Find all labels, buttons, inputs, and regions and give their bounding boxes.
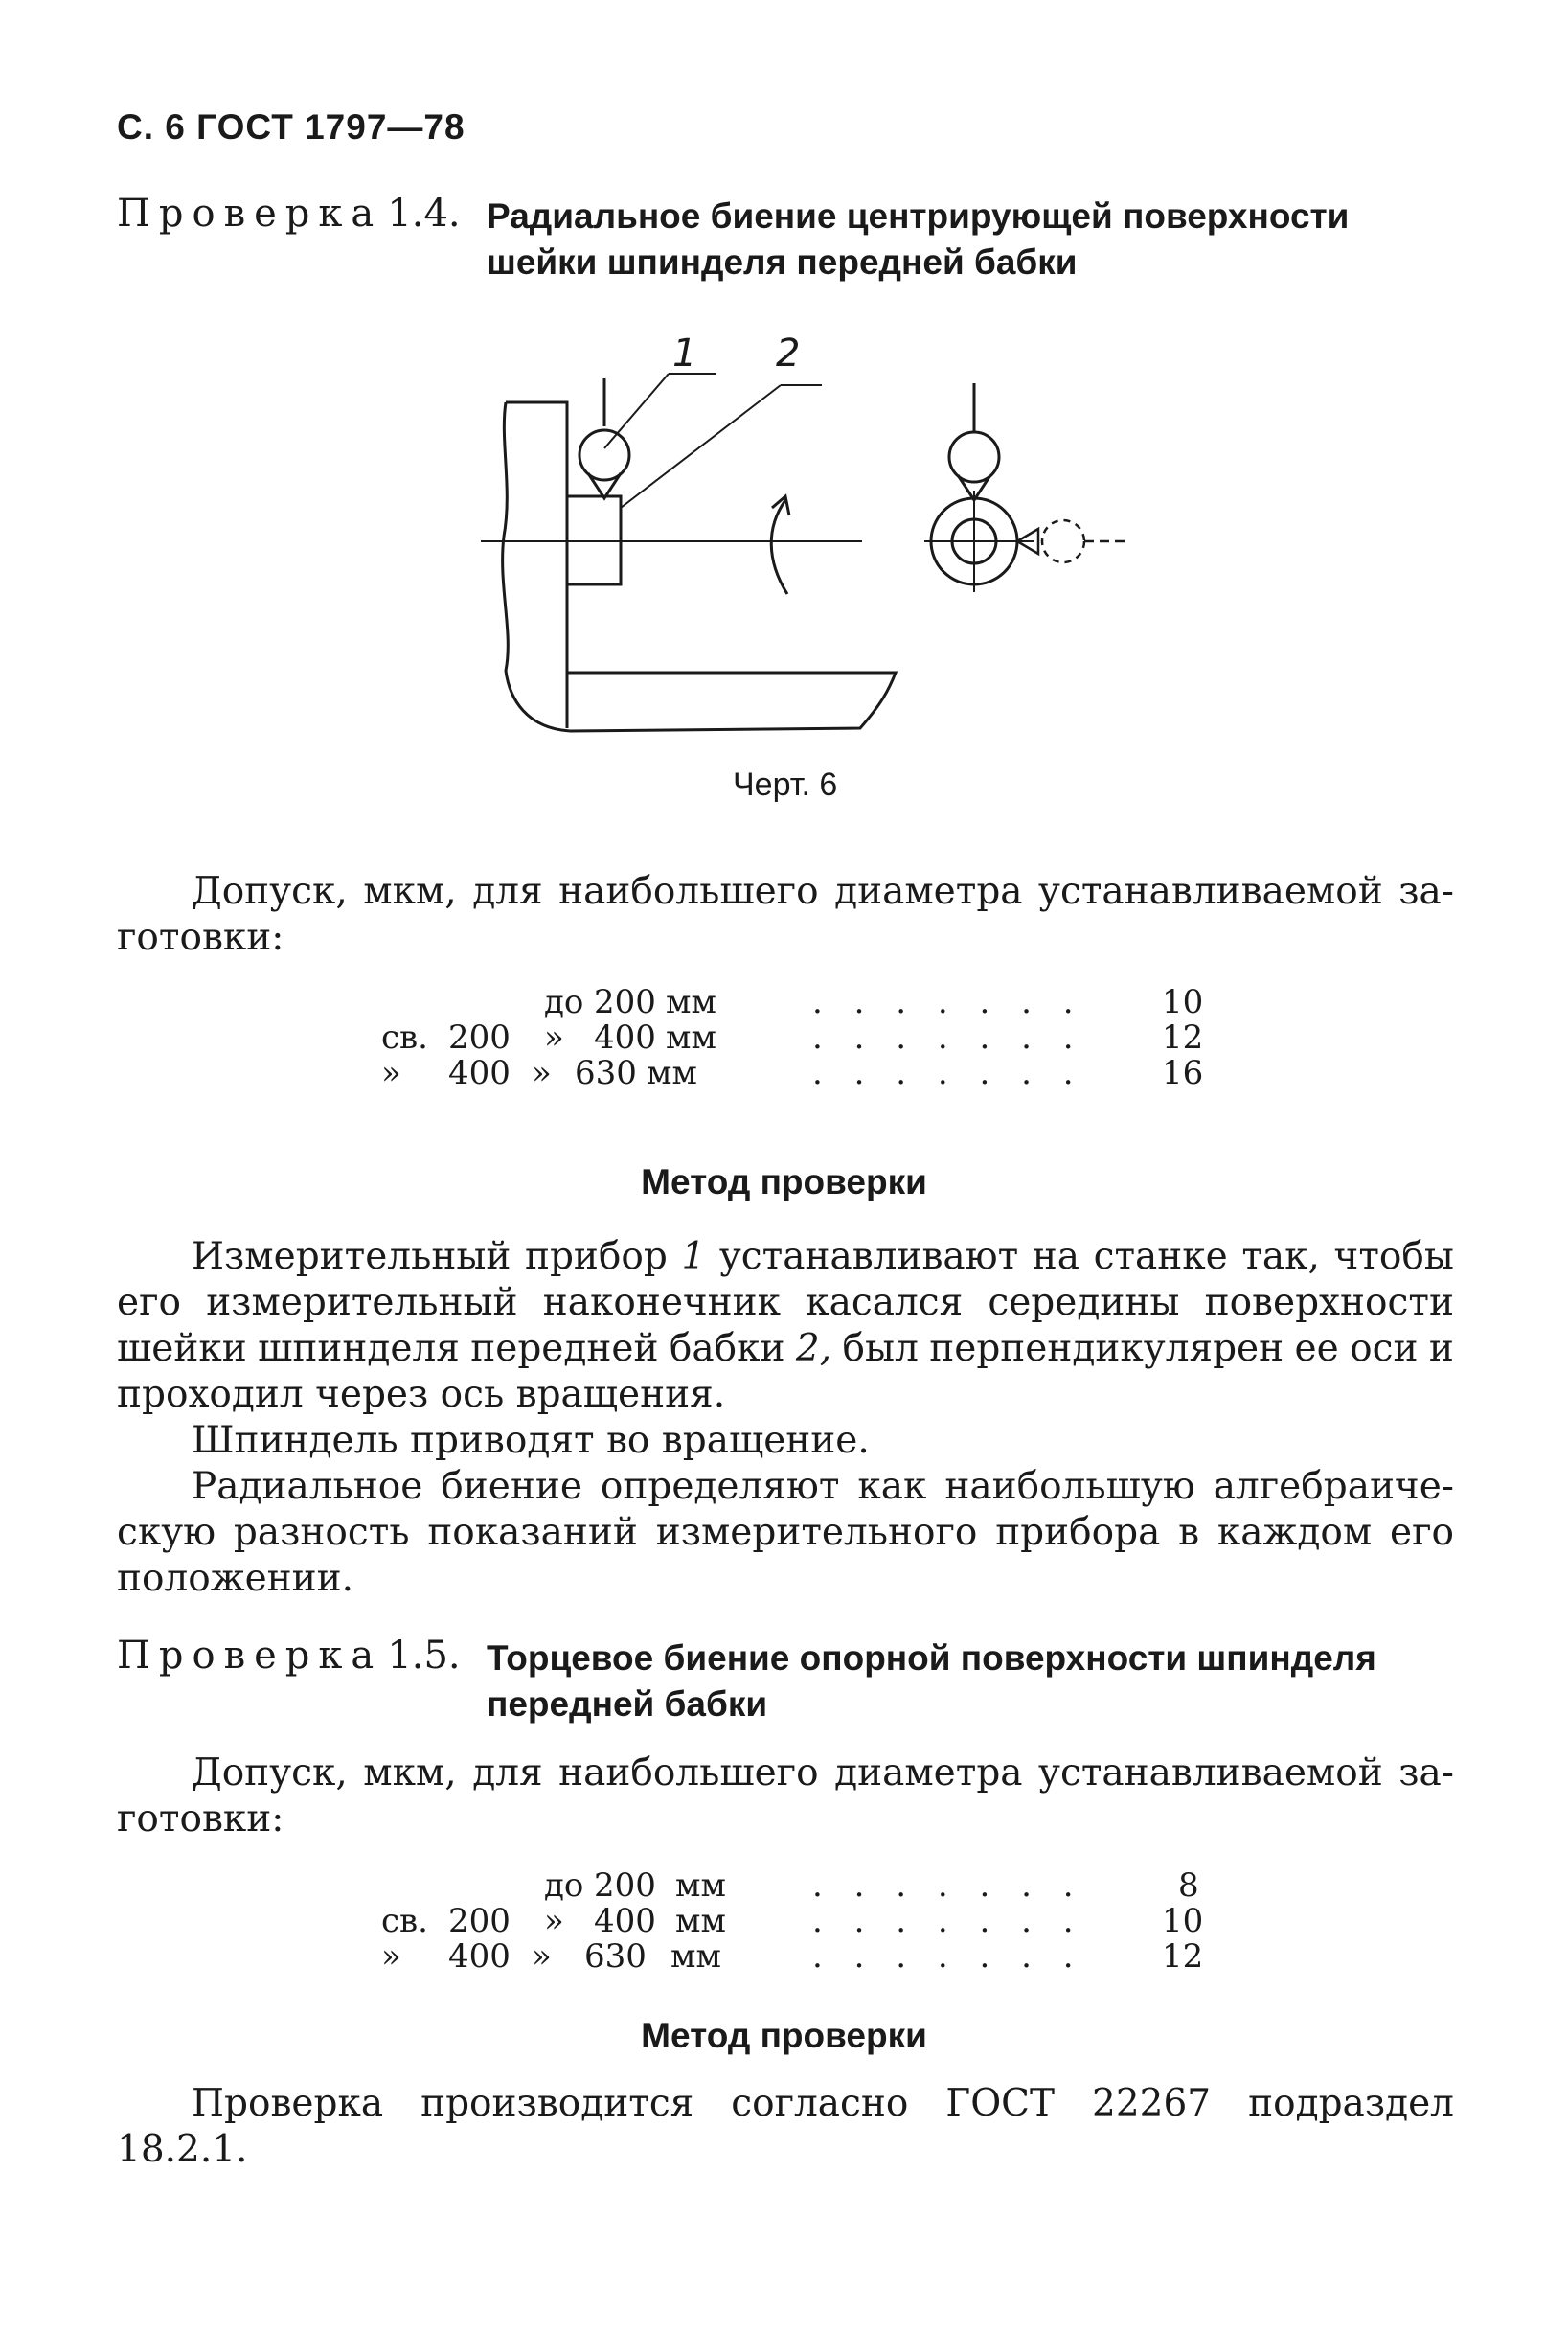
callout-1: 1 (672, 332, 697, 376)
intro-line-1: Допуск, мкм, для наибольшего диаметра устанавливаемой за- (192, 1751, 1454, 1795)
paragraph-line: Радиальное биение определяют как наибольшую алгебраиче- (192, 1465, 1454, 1508)
table-row: св. 200 » 400 мм . . . . . . . 12 (381, 1018, 1204, 1057)
check-label: Проверка (117, 1634, 383, 1678)
title-line-2: передней бабки (487, 1684, 768, 1724)
tolerance-1-intro (117, 869, 1454, 961)
title-line-1: Торцевое биение опорной поверхности шпинделя (487, 1638, 1376, 1678)
indicator-dial-right (949, 432, 999, 482)
method-2-text (117, 2081, 1454, 2173)
paragraph-line: Проверка производится согласно ГОСТ 22267 подраздел (192, 2082, 1454, 2125)
paragraph-line: 18.2.1. (117, 2128, 248, 2171)
headstock-outline (503, 402, 570, 731)
intro-line-2: готовки: (117, 1797, 284, 1841)
method-heading-1: Метод проверки (641, 1162, 927, 1201)
figure-drawing (460, 326, 1149, 747)
table-row: до 200 мм . . . . . . . 8 (544, 1866, 1199, 1905)
check-1-5-title (487, 1635, 1454, 1727)
paragraph-line: шейки шпинделя передней бабки 2, был перпендикулярен ее оси и (117, 1327, 1454, 1370)
table-row: до 200 мм . . . . . . . 10 (544, 983, 1204, 1021)
check-label: Проверка (117, 192, 383, 236)
leader-1 (604, 374, 669, 448)
tolerance-1-table (0, 985, 1568, 1091)
indicator-dial (579, 430, 629, 480)
intro-line-2: готовки: (117, 916, 284, 959)
machine-bed (567, 673, 896, 731)
paragraph-line: положении. (117, 1557, 354, 1600)
indicator-alt-position (1042, 520, 1084, 562)
paragraph-line: проходил через ось вращения. (117, 1373, 726, 1416)
paragraph-line: Измерительный прибор 1 устанавливают на станке так, чтобы (192, 1235, 1454, 1278)
check-number: 1.5. (387, 1634, 461, 1678)
tolerance-2-table (0, 1868, 1568, 1975)
table-row: » 400 » 630 мм . . . . . . . 16 (381, 1054, 1204, 1092)
method-1-text (117, 1234, 1454, 1602)
paragraph-line: скую разность показаний измерительного прибора в каждом его (117, 1511, 1454, 1554)
method-heading-2: Метод проверки (641, 2016, 927, 2055)
tolerance-2-intro (117, 1750, 1454, 1842)
check-1-4-heading (117, 192, 461, 236)
check-number: 1.4. (387, 192, 461, 236)
rotation-arrow (771, 500, 787, 594)
paragraph-line: его измерительный наконечник касался середины поверхности (117, 1281, 1454, 1324)
paragraph-line: Шпиндель приводят во вращение. (192, 1419, 870, 1462)
leader-2 (621, 385, 781, 508)
check-1-5-heading (117, 1634, 461, 1678)
table-row: св. 200 » 400 мм . . . . . . . 10 (381, 1902, 1204, 1940)
page-header: С. 6 ГОСТ 1797—78 (117, 107, 466, 147)
title-line-1: Радиальное биение центрирующей поверхности (487, 196, 1350, 236)
table-row: » 400 » 630 мм . . . . . . . 12 (381, 1937, 1204, 1976)
figure-caption: Черт. 6 (733, 766, 838, 803)
title-line-2: шейки шпинделя передней бабки (487, 242, 1078, 282)
intro-line-1: Допуск, мкм, для наибольшего диаметра устанавливаемой за- (192, 870, 1454, 913)
check-1-4-title (487, 194, 1454, 286)
callout-2: 2 (776, 332, 801, 376)
